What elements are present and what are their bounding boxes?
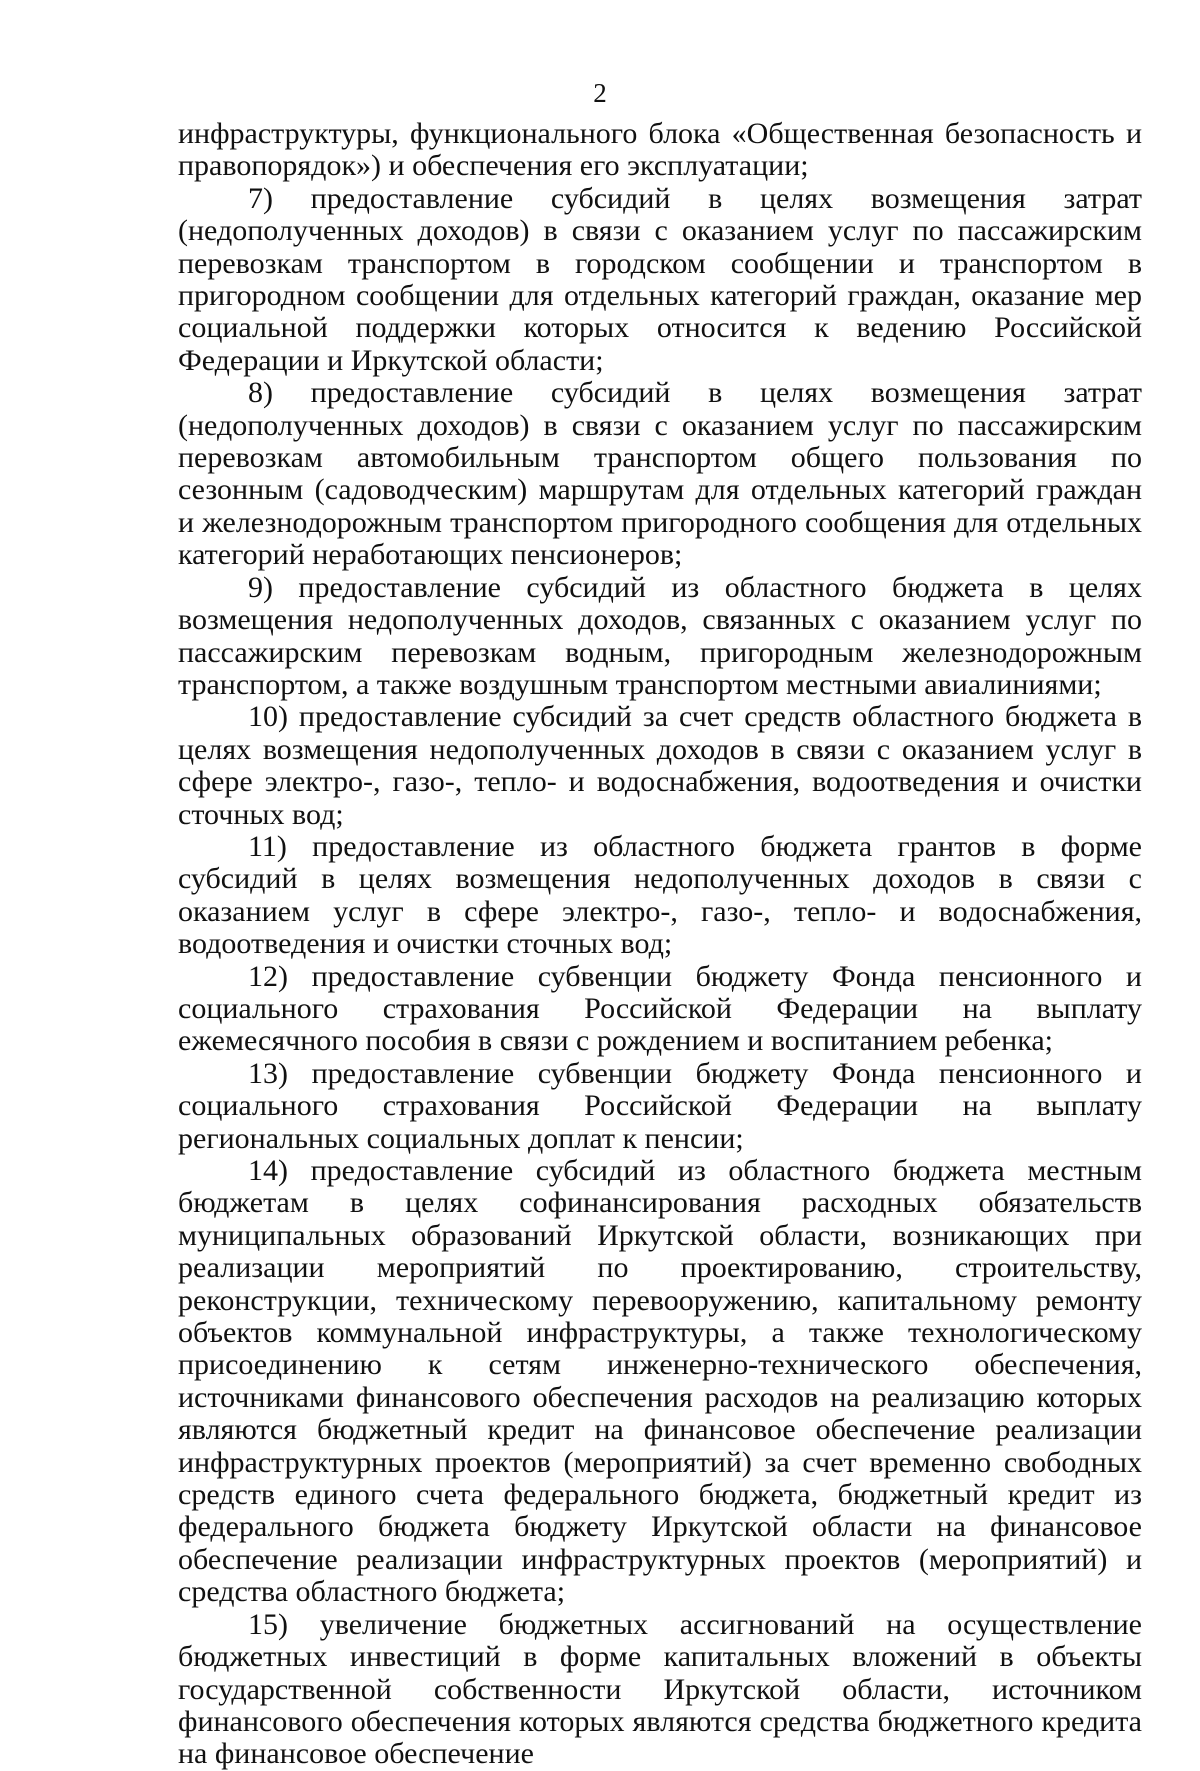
document-body (178, 118, 1142, 1771)
paragraph-item-7: 7) предоставление субсидий в целях возмещения затрат (недополученных доходов) в связи с оказанием услуг по пассажирским перевозкам транспортом в городском сообщении и транспортом в пригородном сообщении для отдельных категорий граждан, оказание мер социальной поддержки которых относится к ведению Российской Федерации и Иркутской области; (178, 181, 1142, 377)
paragraph-continuation: инфраструктуры, функционального блока «Общественная безопасность и правопорядок») и обеспечения его эксплуатации; (178, 117, 1142, 183)
paragraph-item-10: 10) предоставление субсидий за счет средств областного бюджета в целях возмещения недополученных доходов в связи с оказанием услуг в сфере электро-, газо-, тепло- и водоснабжения, водоотведения и очистки сточных вод; (178, 700, 1142, 831)
paragraph-item-8: 8) предоставление субсидий в целях возмещения затрат (недополученных доходов) в связи с оказанием услуг по пассажирским перевозкам автомобильным транспортом общего пользования по сезонным (садоводческим) маршрутам для отдельных категорий граждан и железнодорожным транспортом пригородного сообщения для отдельных категорий неработающих пенсионеров; (178, 376, 1142, 572)
paragraph-item-13: 13) предоставление субвенции бюджету Фонда пенсионного и социального страхования Российской Федерации на выплату региональных социальных доплат к пенсии; (178, 1056, 1142, 1155)
paragraph-item-12: 12) предоставление субвенции бюджету Фонда пенсионного и социального страхования Российской Федерации на выплату ежемесячного пособия в связи с рождением и воспитанием ребенка; (178, 959, 1142, 1058)
paragraph-item-14: 14) предоставление субсидий из областного бюджета местным бюджетам в целях софинансирования расходных обязательств муниципальных образований Иркутской области, возникающих при реализации мероприятий по проектированию, строительству, реконструкции, техническому перевооружению, капитальному ремонту объектов коммунальной инфраструктуры, а также технологическому присоединению к сетям инженерно-технического обеспечения, источниками финансового обеспечения расходов на реализацию которых являются бюджетный кредит на финансовое обеспечение реализации инфраструктурных проектов (мероприятий) за счет временно свободных средств единого счета федерального бюджета, бюджетный кредит из федерального бюджета бюджету Иркутской области на финансовое обеспечение реализации инфраструктурных проектов (мероприятий) и средства областного бюджета; (178, 1154, 1142, 1609)
paragraph-item-9: 9) предоставление субсидий из областного бюджета в целях возмещения недополученных доходов, связанных с оказанием услуг по пассажирским перевозкам водным, пригородным железнодорожным транспортом, а также воздушным транспортом местными авиалиниями; (178, 570, 1142, 701)
page-number: 2 (593, 78, 607, 108)
paragraph-item-11: 11) предоставление из областного бюджета грантов в форме субсидий в целях возмещения недополученных доходов в связи с оказанием услуг в сфере электро-, газо-, тепло- и водоснабжения, водоотведения и очистки сточных вод; (178, 829, 1142, 961)
paragraph-item-15: 15) увеличение бюджетных ассигнований на осуществление бюджетных инвестиций в форме капитальных вложений в объекты государственной собственности Иркутской области, источником финансового обеспечения которых являются средства бюджетного кредита на финансовое обеспечение (178, 1607, 1142, 1771)
